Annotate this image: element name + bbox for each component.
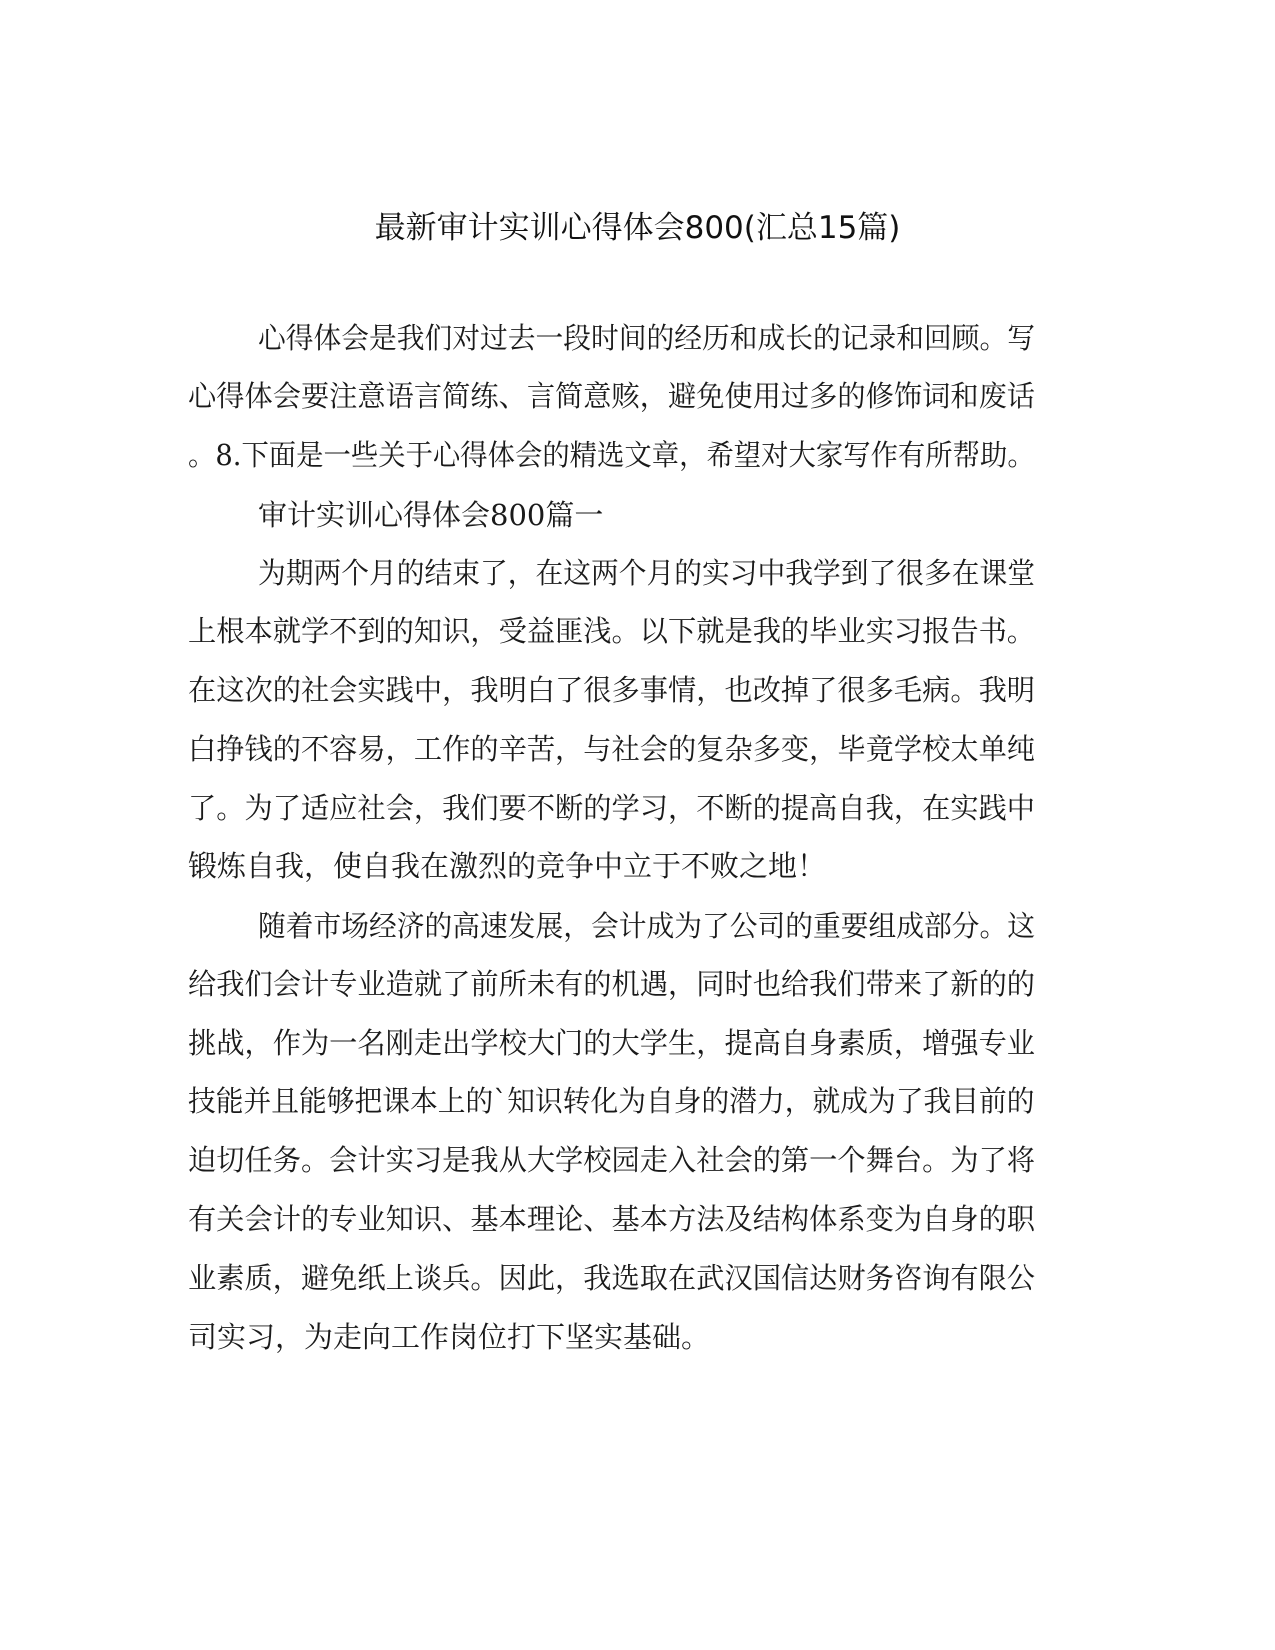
paragraph-line: 锻炼自我，使自我在激烈的竞争中立于不败之地！ xyxy=(188,849,827,883)
paragraph-line: 白挣钱的不容易，工作的辛苦，与社会的复杂多变，毕竟学校太单纯 xyxy=(188,732,1036,766)
paragraph-line: 业素质，避免纸上谈兵。因此，我选取在武汉国信达财务咨询有限公 xyxy=(188,1261,1036,1295)
paragraph-line: 技能并且能够把课本上的`知识转化为自身的潜力，就成为了我目前的 xyxy=(188,1084,1035,1118)
paragraph-line: 司实习，为走向工作岗位打下坚实基础。 xyxy=(188,1320,711,1354)
paragraph-line: 为期两个月的结束了，在这两个月的实习中我学到了很多在课堂 xyxy=(258,556,1036,590)
paragraph-line: 了。为了适应社会，我们要不断的学习，不断的提高自我，在实践中 xyxy=(188,791,1036,825)
paragraph-line: 随着市场经济的高速发展，会计成为了公司的重要组成部分。这 xyxy=(258,909,1036,943)
paragraph-line: 在这次的社会实践中，我明白了很多事情，也改掉了很多毛病。我明 xyxy=(188,673,1036,707)
paragraph-line: 迫切任务。会计实习是我从大学校园走入社会的第一个舞台。为了将 xyxy=(188,1143,1036,1177)
section-heading: 审计实训心得体会800篇一 xyxy=(258,498,604,532)
paragraph-line: 给我们会计专业造就了前所未有的机遇，同时也给我们带来了新的的 xyxy=(188,967,1036,1001)
paragraph-line: 。8.下面是一些关于心得体会的精选文章，希望对大家写作有所帮助。 xyxy=(188,438,1035,472)
paragraph-line: 心得体会是我们对过去一段时间的经历和成长的记录和回顾。写 xyxy=(258,321,1036,355)
paragraph-line: 上根本就学不到的知识，受益匪浅。以下就是我的毕业实习报告书。 xyxy=(188,614,1036,648)
paragraph-line: 挑战，作为一名刚走出学校大门的大学生，提高自身素质，增强专业 xyxy=(188,1026,1036,1060)
paragraph-line: 心得体会要注意语言简练、言简意赅，避免使用过多的修饰词和废话 xyxy=(188,379,1036,413)
paragraph-line: 有关会计的专业知识、基本理论、基本方法及结构体系变为自身的职 xyxy=(188,1202,1036,1236)
document-title: 最新审计实训心得体会800(汇总15篇) xyxy=(374,210,901,246)
